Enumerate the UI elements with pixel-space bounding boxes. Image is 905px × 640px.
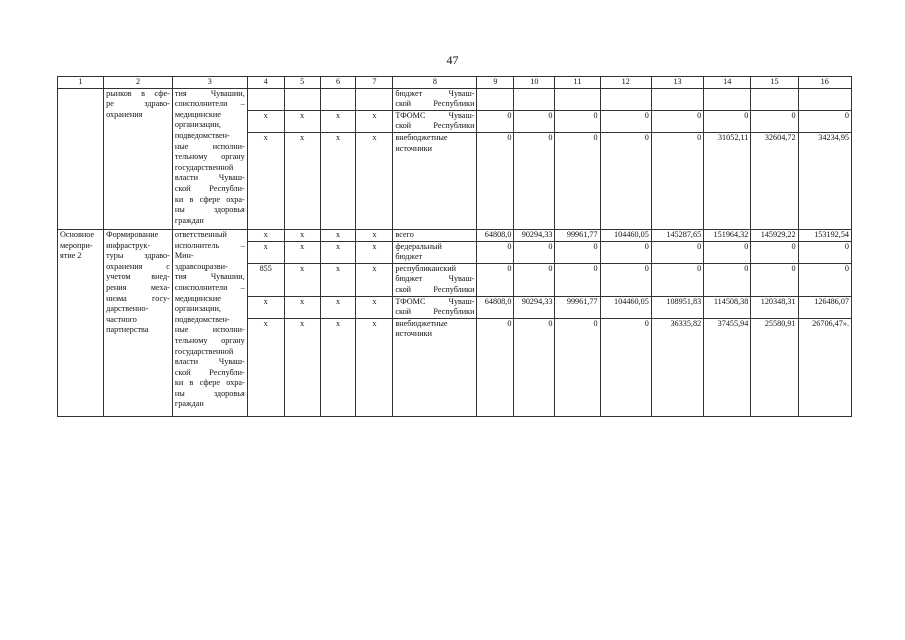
executor-cell-line: тия Чувашии, [174,88,245,98]
funding-source-cell [393,241,477,263]
amount-cell: 0 [600,263,651,296]
executor-cell-line: ской Республи- [174,367,245,377]
amount-cell: 99961,77 [555,229,600,241]
amount-cell: 0 [651,132,703,229]
amount-cell: 0 [798,110,851,132]
code-cell: x [356,132,393,229]
header-cell: 12 [600,77,651,89]
header-cell: 16 [798,77,851,89]
executor-cell-line: государственной [174,346,234,356]
code-cell: x [284,296,320,318]
measure-title-cell-line: партнерства [106,325,149,335]
funding-source-cell-line: федеральный [395,241,442,251]
header-cell: 6 [320,77,356,89]
measure-name-cell-line: меропри- [60,240,93,250]
executor-cell-line: граждан [174,399,204,409]
amount-cell: 64808,0 [477,229,514,241]
measure-title-cell-line: охранения с [106,261,170,271]
executor-cell-line: подведомствен- [174,130,230,140]
header-cell: 1 [58,77,104,89]
measure-title-cell [104,88,173,229]
amount-cell: 0 [514,132,555,229]
amount-cell: 153192,54 [798,229,851,241]
amount-cell [600,88,651,110]
code-cell: x [247,132,284,229]
measure-name-cell [58,88,104,229]
code-cell: x [247,296,284,318]
executor-cell-line: государственной [174,162,234,172]
funding-source-cell-line: ской Республики [395,99,475,109]
amount-cell: 0 [514,241,555,263]
header-cell: 10 [514,77,555,89]
amount-cell [514,88,555,110]
code-cell: x [356,318,393,416]
amount-cell: 37455,94 [704,318,751,416]
code-cell: x [320,229,356,241]
code-cell: x [320,318,356,416]
code-cell: x [247,318,284,416]
executor-cell-line: исполнитель – [174,240,245,250]
amount-cell [651,88,703,110]
code-cell: x [320,132,356,229]
executor-cell-line: соисполнители – [174,282,245,292]
funding-source-cell-line: ской Республики [395,121,475,131]
code-cell: x [247,110,284,132]
funding-source-cell-line: ТФОМС Чуваш- [395,296,475,306]
executor-cell-line: организации, [174,304,221,314]
code-cell: x [356,110,393,132]
page-number: 47 [446,53,459,67]
amount-cell: 90294,33 [514,296,555,318]
amount-cell: 0 [600,241,651,263]
code-cell [356,88,393,110]
amount-cell: 0 [704,241,751,263]
table-row [58,88,852,110]
measure-name-cell-line: Основное [60,229,95,239]
amount-cell: 0 [798,263,851,296]
measure-title-cell-line: рынков в сфе- [106,88,170,98]
measure-title-cell-line: учетом внед- [106,272,170,282]
amount-cell: 0 [514,110,555,132]
amount-cell: 0 [477,263,514,296]
executor-cell-line: ны здоровья [174,388,245,398]
header-cell: 8 [393,77,477,89]
amount-cell: 0 [600,318,651,416]
code-cell: x [284,241,320,263]
code-cell: x [320,296,356,318]
executor-cell-line: медицинские [174,293,221,303]
code-cell [320,88,356,110]
header-cell: 4 [247,77,284,89]
amount-cell: 145929,22 [751,229,798,241]
header-cell: 3 [172,77,247,89]
executor-cell-line: Мин- [174,251,194,261]
funding-source-cell-line: бюджет [395,252,423,262]
amount-cell: 0 [751,263,798,296]
amount-cell: 0 [477,318,514,416]
executor-cell [172,88,247,229]
executor-cell [172,229,247,416]
funding-source-cell [393,88,477,110]
amount-cell: 0 [555,110,600,132]
code-cell [247,88,284,110]
funding-source-cell-line: республиканский [395,263,456,273]
amount-cell: 0 [477,110,514,132]
measure-title-cell-line: инфраструк- [106,240,151,250]
amount-cell: 0 [704,263,751,296]
code-cell: x [284,110,320,132]
amount-cell: 0 [477,132,514,229]
amount-cell: 0 [514,318,555,416]
funding-source-cell [393,296,477,318]
amount-cell: 0 [600,132,651,229]
amount-cell: 0 [555,318,600,416]
header-cell: 11 [555,77,600,89]
amount-cell: 0 [514,263,555,296]
measure-name-cell-line: ятие 2 [60,251,82,261]
measure-title-cell-line: ре здраво- [106,99,170,109]
amount-cell: 0 [651,110,703,132]
amount-cell: 120348,31 [751,296,798,318]
measure-title-cell-line: частного [106,314,137,324]
measure-title-cell-line: дарственно- [106,304,149,314]
code-cell: x [284,229,320,241]
amount-cell [704,88,751,110]
measure-name-cell [58,229,104,416]
executor-cell-line: граждан [174,215,204,225]
code-cell: x [356,296,393,318]
amount-cell: 34234,95 [798,132,851,229]
amount-cell: 0 [477,241,514,263]
funding-source-cell-line: ТФОМС Чуваш- [395,110,475,120]
executor-cell-line: организации, [174,120,221,130]
code-cell: x [284,263,320,296]
amount-cell: 36335,82 [651,318,703,416]
header-cell: 9 [477,77,514,89]
funding-source-cell-line: бюджет Чуваш- [395,274,475,284]
funding-source-cell-line: бюджет Чуваш- [395,88,475,98]
executor-cell-line: ки в сфере охра- [174,378,245,388]
executor-cell-line: соисполнители – [174,99,245,109]
executor-cell-line: ные исполни- [174,325,245,335]
executor-cell-line: ны здоровья [174,205,245,215]
funding-source-cell [393,263,477,296]
header-cell: 7 [356,77,393,89]
code-cell [284,88,320,110]
measure-title-cell-line: туры здраво- [106,251,170,261]
code-cell: x [247,241,284,263]
amount-cell: 0 [751,241,798,263]
amount-cell: 90294,33 [514,229,555,241]
amount-cell: 0 [651,263,703,296]
amount-cell: 0 [651,241,703,263]
amount-cell: 108951,83 [651,296,703,318]
funding-source-cell-line: внебюджетные [395,318,448,328]
executor-cell-line: здравсоцразви- [174,261,228,271]
amount-cell [751,88,798,110]
amount-cell: 26706,47». [798,318,851,416]
executor-cell-line: власти Чуваш- [174,357,245,367]
amount-cell: 151964,32 [704,229,751,241]
funding-source-cell [393,132,477,229]
table-row [58,229,852,241]
amount-cell: 0 [751,110,798,132]
funding-source-cell-line: источники [395,143,432,153]
amount-cell: 104460,05 [600,296,651,318]
amount-cell: 126486,07 [798,296,851,318]
amount-cell [555,88,600,110]
measure-title-cell-line: низма госу- [106,293,170,303]
amount-cell: 99961,77 [555,296,600,318]
executor-cell-line: ответственный [174,229,227,239]
header-cell: 2 [104,77,173,89]
code-cell: x [284,132,320,229]
executor-cell-line: подведомствен- [174,314,230,324]
amount-cell: 145287,65 [651,229,703,241]
executor-cell-line: ской Республи- [174,183,245,193]
header-cell: 14 [704,77,751,89]
amount-cell: 114508,38 [704,296,751,318]
amount-cell [798,88,851,110]
budget-table [57,76,852,417]
code-cell: x [320,241,356,263]
measure-title-cell [104,229,173,416]
executor-cell-line: ки в сфере охра- [174,194,245,204]
funding-source-cell-line: всего [395,229,414,239]
code-cell: x [356,241,393,263]
code-cell: x [320,263,356,296]
measure-title-cell-line: Формирование [106,229,159,239]
amount-cell: 32604,72 [751,132,798,229]
amount-cell: 0 [555,241,600,263]
code-cell: 855 [247,263,284,296]
header-row [58,77,852,89]
executor-cell-line: тельному органу [174,152,245,162]
amount-cell: 0 [555,263,600,296]
amount-cell: 104460,05 [600,229,651,241]
code-cell: x [356,263,393,296]
executor-cell-line: тельному органу [174,335,245,345]
amount-cell: 25580,91 [751,318,798,416]
code-cell: x [356,229,393,241]
executor-cell-line: медицинские [174,109,221,119]
amount-cell: 0 [600,110,651,132]
executor-cell-line: ные исполни- [174,141,245,151]
amount-cell: 0 [555,132,600,229]
funding-source-cell-line: источники [395,329,432,339]
funding-source-cell-line: ской Республики [395,284,475,294]
amount-cell: 31052,11 [704,132,751,229]
code-cell: x [320,110,356,132]
code-cell: x [247,229,284,241]
amount-cell: 64808,0 [477,296,514,318]
funding-source-cell [393,110,477,132]
executor-cell-line: тия Чувашии, [174,272,245,282]
header-cell: 13 [651,77,703,89]
amount-cell: 0 [704,110,751,132]
measure-title-cell-line: охранения [106,109,143,119]
executor-cell-line: власти Чуваш- [174,173,245,183]
header-cell: 5 [284,77,320,89]
funding-source-cell [393,229,477,241]
funding-source-cell [393,318,477,416]
measure-title-cell-line: рения меха- [106,282,170,292]
header-cell: 15 [751,77,798,89]
code-cell: x [284,318,320,416]
amount-cell: 0 [798,241,851,263]
funding-source-cell-line: ской Республики [395,307,475,317]
funding-source-cell-line: внебюджетные [395,132,448,142]
amount-cell [477,88,514,110]
